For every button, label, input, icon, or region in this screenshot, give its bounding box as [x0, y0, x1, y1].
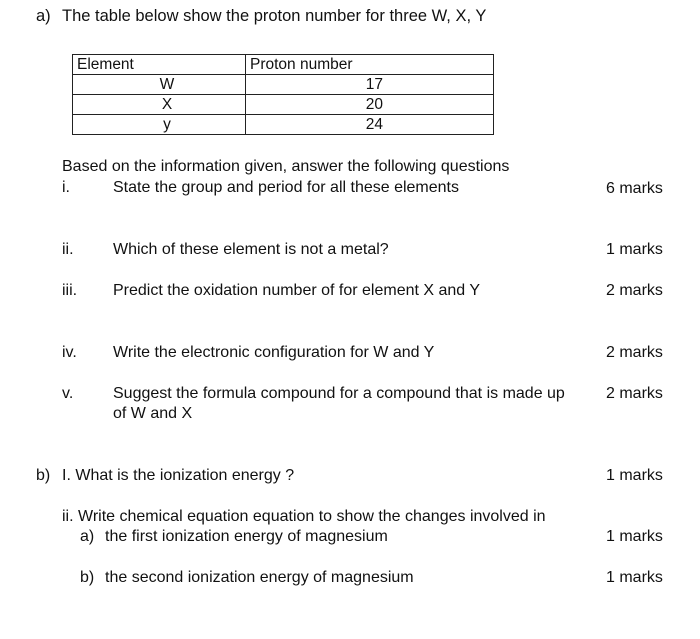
header-proton-number: Proton number [246, 55, 494, 75]
element-cell: W [73, 75, 246, 95]
table-row [73, 75, 494, 95]
marks-label: 6 marks [606, 180, 663, 197]
marks-label: 2 marks [606, 385, 663, 402]
header-element: Element [73, 55, 246, 75]
element-cell: y [73, 115, 246, 135]
proton-number-table [72, 54, 494, 135]
question-number: ii. [62, 241, 74, 258]
question-text: State the group and period for all these elements [113, 179, 459, 196]
table-header-row [73, 55, 494, 75]
question-text: I. What is the ionization energy ? [62, 467, 295, 484]
marks-label: 1 marks [606, 528, 663, 545]
table-row [73, 115, 494, 135]
proton-cell: 20 [246, 95, 494, 115]
question-number: iv. [62, 344, 77, 361]
question-text: Write the electronic configuration for W and Y [113, 344, 435, 361]
part-a-intro: The table below show the proton number for three W, X, Y [62, 7, 487, 25]
marks-label: 2 marks [606, 282, 663, 299]
question-number: iii. [62, 282, 78, 299]
instruction-text: Based on the information given, answer the following questions [62, 158, 510, 175]
part-a-label: a) [36, 7, 51, 25]
marks-label: 1 marks [606, 467, 663, 484]
question-text: Suggest the formula compound for a compound that is made up [113, 385, 565, 402]
question-number: i. [62, 179, 70, 196]
question-number: v. [62, 385, 74, 402]
sub-question-text: the second ionization energy of magnesium [105, 569, 414, 586]
proton-cell: 24 [246, 115, 494, 135]
marks-label: 1 marks [606, 241, 663, 258]
question-text: Predict the oxidation number of for element X and Y [113, 282, 481, 299]
marks-label: 2 marks [606, 344, 663, 361]
question-text: ii. Write chemical equation equation to show the changes involved in [62, 508, 546, 525]
sub-question-label: a) [80, 528, 95, 545]
marks-label: 1 marks [606, 569, 663, 586]
question-text: Which of these element is not a metal? [113, 241, 389, 258]
table-row [73, 95, 494, 115]
sub-question-text: the first ionization energy of magnesium [105, 528, 388, 545]
part-b-label: b) [36, 467, 51, 484]
sub-question-label: b) [80, 569, 95, 586]
element-cell: X [73, 95, 246, 115]
question-text-continued: of W and X [113, 405, 193, 422]
proton-cell: 17 [246, 75, 494, 95]
